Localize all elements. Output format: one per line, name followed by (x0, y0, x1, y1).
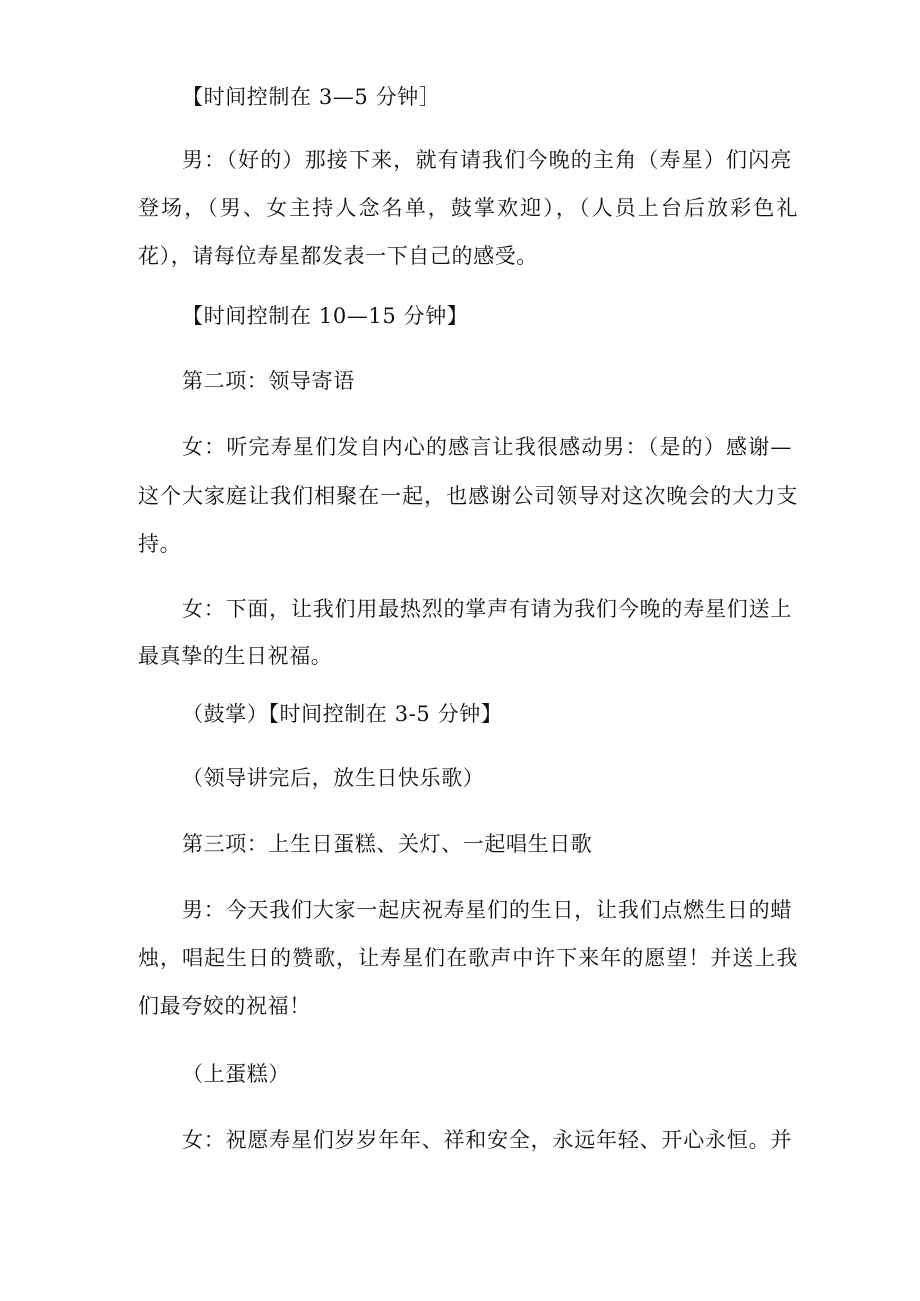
paragraph-line: 最真挚的生日祝福。 (138, 644, 333, 668)
section-heading: 第三项：上生日蛋糕、关灯、一起唱生日歌 (182, 832, 593, 856)
paragraph-line: 女：听完寿星们发自内心的感言让我很感动男：（是的）感谢— (182, 435, 792, 459)
paragraph-line: 女：下面，让我们用最热烈的掌声有请为我们今晚的寿星们送上 (182, 597, 792, 621)
paragraph-line: 这个大家庭让我们相聚在一起，也感谢公司领导对这次晚会的大力支 (138, 484, 798, 508)
paragraph-line: 花），请每位寿星都发表一下自己的感受。 (138, 244, 538, 268)
time-note-2: 【时间控制在 10—15 分钟】 (182, 304, 469, 328)
paragraph-line: 男：今天我们大家一起庆祝寿星们的生日，让我们点燃生日的蜡 (182, 898, 792, 922)
time-note-3: （鼓掌）【时间控制在 3-5 分钟】 (182, 702, 503, 726)
paragraph-line: 女：祝愿寿星们岁岁年年、祥和安全，永远年轻、开心永恒。并 (182, 1128, 792, 1152)
section-heading: 第二项：领导寄语 (182, 369, 355, 393)
paragraph-line: 男：（好的）那接下来，就有请我们今晚的主角（寿星）们闪亮 (182, 148, 792, 172)
stage-direction: （上蛋糕） (182, 1062, 290, 1086)
time-note-1: 【时间控制在 3—5 分钟］ (182, 85, 441, 109)
stage-direction: （领导讲完后，放生日快乐歌） (182, 766, 485, 790)
paragraph-line: 登场，（男、女主持人念名单，鼓掌欢迎），（人员上台后放彩色礼 (138, 196, 798, 220)
paragraph-line: 持。 (138, 532, 182, 556)
paragraph-line: 们最夸姣的祝福！ (138, 994, 311, 1018)
paragraph-line: 烛，唱起生日的赞歌，让寿星们在歌声中许下来年的愿望！并送上我 (138, 946, 798, 970)
